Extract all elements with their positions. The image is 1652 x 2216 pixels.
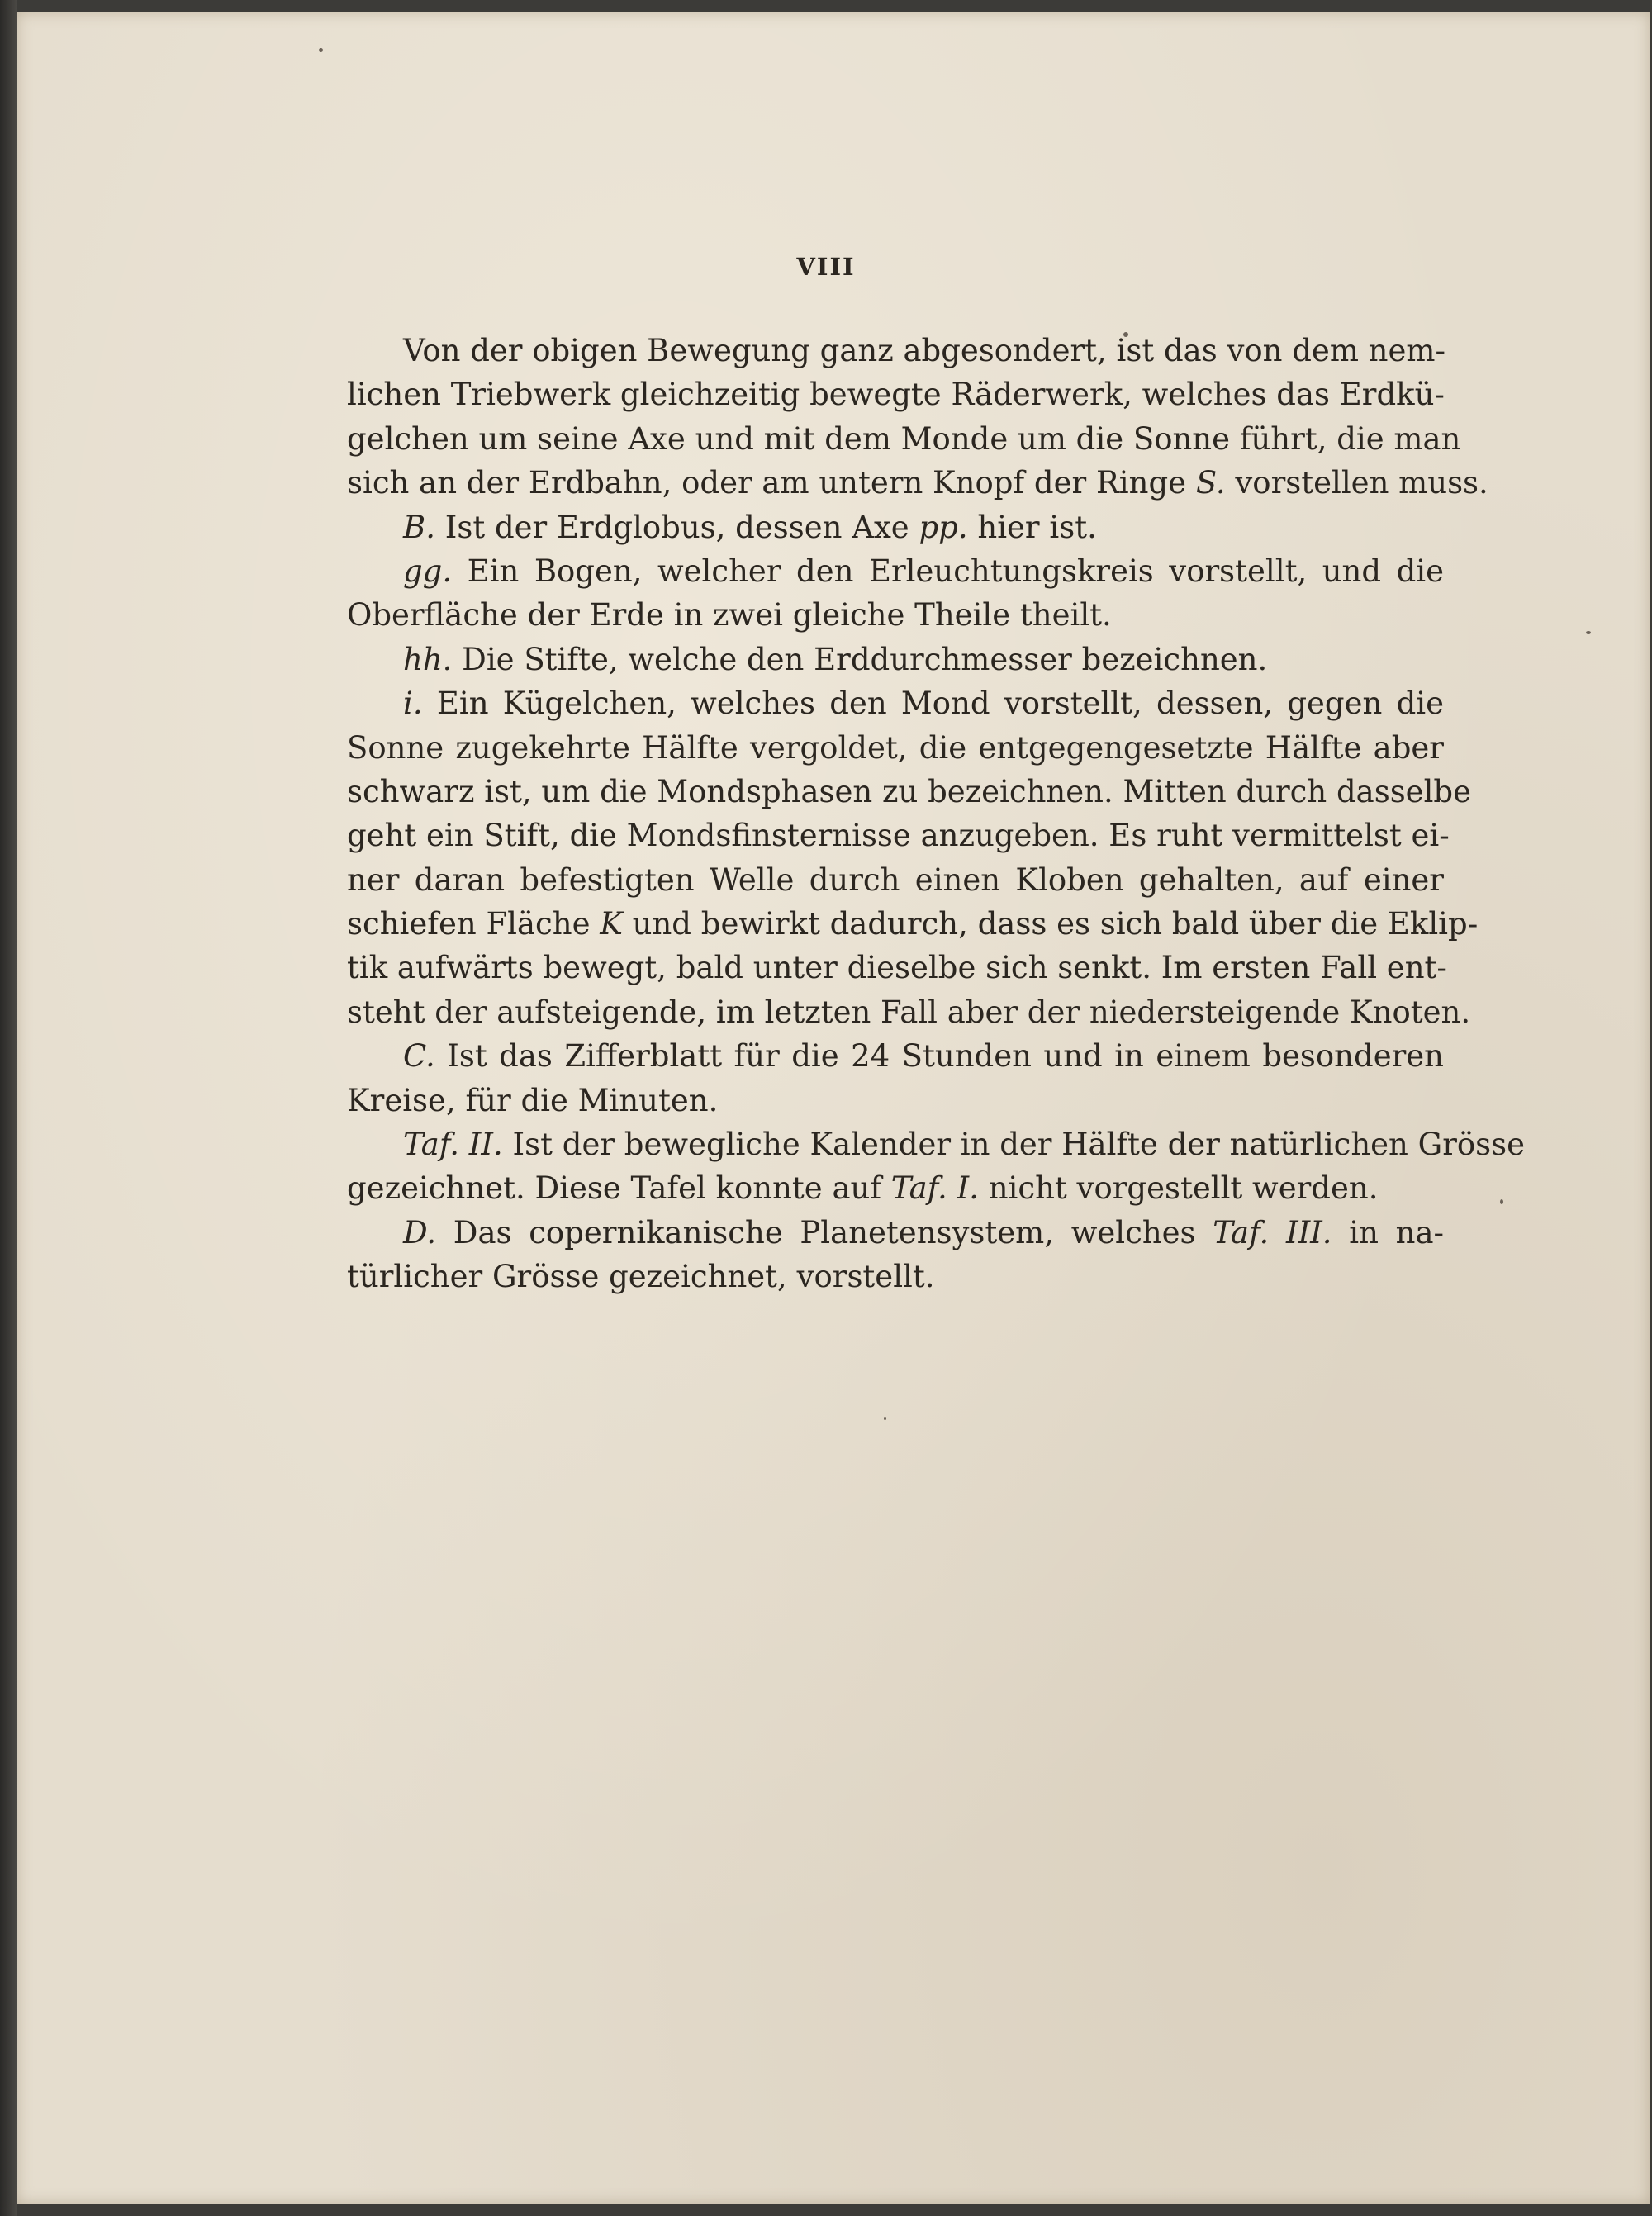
italic-reference: pp. bbox=[919, 509, 968, 545]
text-line bbox=[347, 1211, 1444, 1255]
text-line bbox=[347, 1255, 1444, 1298]
text-segment: Von der obigen Bewegung ganz abgesondert, ist das von dem nem- bbox=[403, 333, 1446, 368]
paper-speck bbox=[1500, 1199, 1503, 1204]
text-segment: Das copernikanische Planetensystem, welches bbox=[436, 1214, 1213, 1250]
text-line bbox=[347, 1079, 1444, 1122]
text-segment: Oberfläche der Erde in zwei gleiche Theile theilt. bbox=[347, 597, 1112, 633]
text-segment: Ist das Zifferblatt für die 24 Stunden und in einem besonderen bbox=[434, 1038, 1444, 1075]
italic-reference: Taf. III. bbox=[1213, 1214, 1332, 1250]
italic-reference: gg. bbox=[403, 553, 453, 589]
italic-reference: hh. bbox=[403, 641, 453, 677]
text-line bbox=[347, 946, 1447, 989]
text-segment: ner daran befestigten Welle durch einen Kloben gehalten, auf einer bbox=[347, 861, 1444, 898]
text-line bbox=[347, 505, 1444, 549]
text-segment: Kreise, für die Minuten. bbox=[347, 1082, 719, 1118]
text-segment: geht ein Stift, die Mondsfinsternisse anzugeben. Es ruht vermittelst ei- bbox=[347, 818, 1450, 854]
text-segment: Die Stifte, welche den Erddurchmesser bezeichnen. bbox=[452, 641, 1268, 677]
text-line bbox=[347, 593, 1444, 637]
text-segment: vorstellen muss. bbox=[1225, 465, 1488, 501]
text-segment: türlicher Grösse gezeichnet, vorstellt. bbox=[347, 1259, 935, 1295]
text-segment: nicht vorgestellt werden. bbox=[978, 1170, 1379, 1207]
italic-reference: Taf. II. bbox=[403, 1127, 503, 1163]
italic-reference: C. bbox=[403, 1038, 435, 1075]
paper-speck bbox=[319, 48, 323, 52]
page-number: VIII bbox=[796, 253, 856, 281]
text-segment: gezeichnet. Diese Tafel konnte auf bbox=[347, 1170, 891, 1207]
text-line bbox=[347, 770, 1471, 814]
text-line bbox=[347, 681, 1444, 725]
text-segment: Ein Bogen, welcher den Erleuchtungskreis vorstellt, und die bbox=[452, 553, 1444, 589]
text-line bbox=[347, 461, 1488, 505]
text-line bbox=[347, 990, 1471, 1034]
text-segment: in na- bbox=[1332, 1214, 1445, 1250]
text-line bbox=[347, 417, 1461, 461]
italic-reference: S. bbox=[1195, 465, 1226, 501]
text-line bbox=[347, 902, 1479, 946]
paper-speck bbox=[884, 1417, 886, 1420]
text-line bbox=[347, 858, 1444, 902]
text-segment: Ist der Erdglobus, dessen Axe bbox=[434, 509, 919, 545]
italic-reference: B. bbox=[403, 509, 435, 545]
text-line bbox=[347, 1122, 1526, 1166]
text-segment: hier ist. bbox=[967, 509, 1097, 545]
text-line bbox=[347, 726, 1444, 770]
text-segment: und bewirkt dadurch, dass es sich bald über die Eklip- bbox=[622, 906, 1479, 942]
italic-reference: K bbox=[600, 906, 623, 942]
scan-edge bbox=[0, 0, 17, 2216]
text-line bbox=[347, 814, 1450, 857]
text-segment: lichen Triebwerk gleichzeitig bewegte Räderwerk, welches das Erdkü- bbox=[347, 377, 1445, 413]
text-segment: gelchen um seine Axe und mit dem Monde um die Sonne führt, die man bbox=[347, 420, 1461, 457]
text-line bbox=[347, 638, 1444, 681]
text-segment: sich an der Erdbahn, oder am untern Knopf der Ringe bbox=[347, 465, 1196, 501]
text-segment: tik aufwärts bewegt, bald unter dieselbe sich senkt. Im ersten Fall ent- bbox=[347, 950, 1447, 986]
text-segment: Ein Kügelchen, welches den Mond vorstellt, dessen, gegen die bbox=[422, 686, 1444, 722]
text-segment: Ist der bewegliche Kalender in der Hälfte der natürlichen Grösse bbox=[502, 1127, 1526, 1163]
text-segment: steht der aufsteigende, im letzten Fall aber der niedersteigende Knoten. bbox=[347, 994, 1471, 1030]
body-text bbox=[347, 329, 1526, 1299]
italic-reference: Taf. I. bbox=[890, 1170, 979, 1207]
text-line bbox=[347, 549, 1444, 593]
paper-speck bbox=[1586, 631, 1591, 634]
text-line bbox=[347, 1166, 1444, 1210]
text-line bbox=[347, 329, 1444, 372]
italic-reference: i. bbox=[403, 686, 423, 722]
text-segment: Sonne zugekehrte Hälfte vergoldet, die entgegengesetzte Hälfte aber bbox=[347, 729, 1444, 766]
text-line bbox=[347, 372, 1444, 416]
text-segment: schwarz ist, um die Mondsphasen zu bezeichnen. Mitten durch dasselbe bbox=[347, 773, 1471, 809]
italic-reference: D. bbox=[403, 1214, 437, 1250]
text-line bbox=[347, 1034, 1444, 1078]
text-segment: schiefen Fläche bbox=[347, 906, 601, 942]
